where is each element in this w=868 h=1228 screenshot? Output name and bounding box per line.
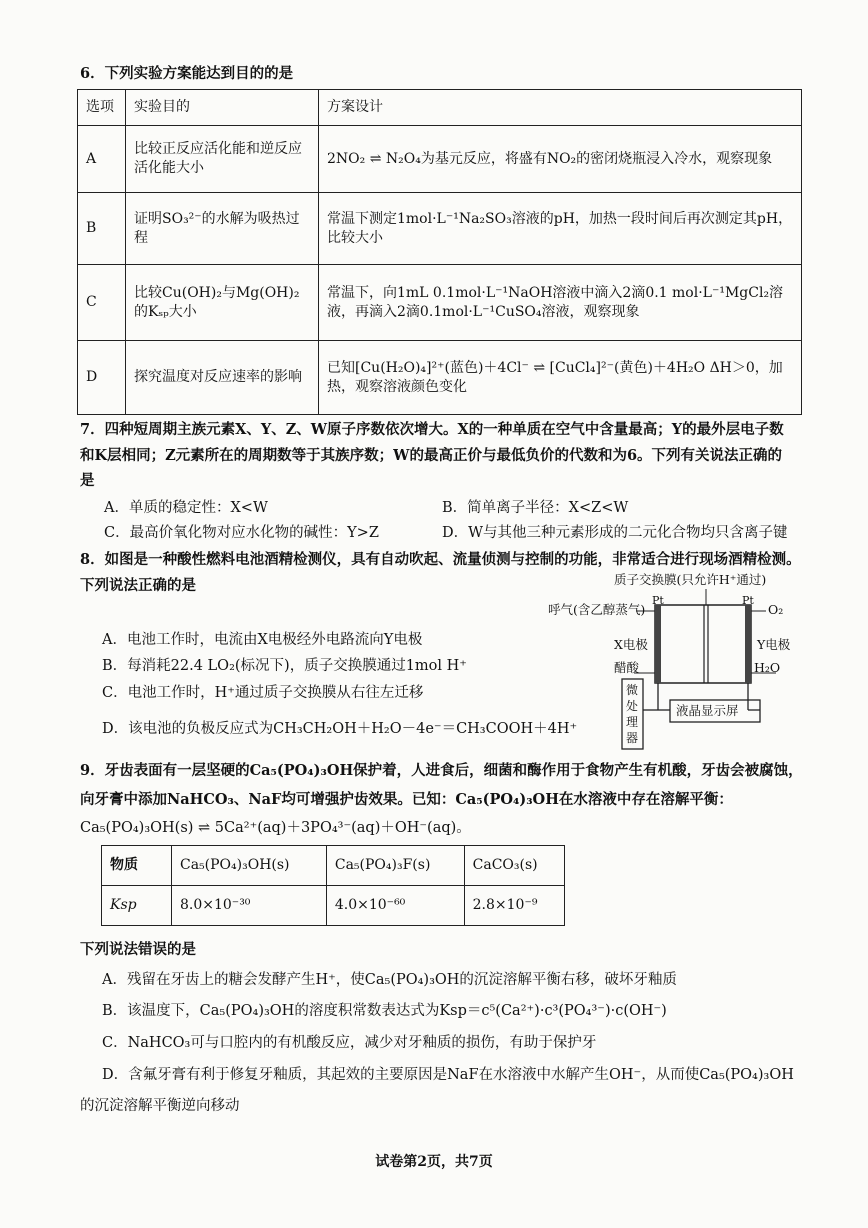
display-label: 液晶显示屏 [676,703,739,718]
q7-option-a: A．单质的稳定性：X<W [104,500,268,516]
row-design: 2NO₂ ⇌ N₂O₄为基元反应，将盛有NO₂的密闭烧瓶浸入冷水，观察现象 [319,126,802,193]
row-option: B [78,193,126,265]
q9-option-b: B．该温度下，Ca₅(PO₄)₃OH的溶度积常数表达式为Ksp＝c⁵(Ca²⁺)·c³(PO₄³⁻)·c(OH⁻) [102,1003,667,1019]
pt-right-label: Pt [742,594,754,607]
row-design: 常温下，向1mL 0.1mol·L⁻¹NaOH溶液中滴入2滴0.1 mol·L⁻¹MgCl₂溶液，再滴入2滴0.1mol·L⁻¹CuSO₄溶液，观察现象 [319,265,802,341]
ksp-calcium-carbonate: 2.8×10⁻⁹ [464,886,564,926]
header-purpose: 实验目的 [126,90,319,126]
row-design: 常温下测定1mol·L⁻¹Na₂SO₃溶液的pH，加热一段时间后再次测定其pH，比较大小 [319,193,802,265]
q9-option-c: C．NaHCO₃可与口腔内的有机酸反应，减少对牙釉质的损伤，有助于保护牙 [102,1035,597,1051]
row-design: 已知[Cu(H₂O)₄]²⁺(蓝色)＋4Cl⁻ ⇌ [CuCl₄]²⁻(黄色)＋4H₂O ΔH＞0，加热，观察溶液颜色变化 [319,341,802,415]
q7-stem-line3: 是 [80,472,95,489]
header-hydroxyapatite: Ca₅(PO₄)₃OH(s) [172,846,327,886]
q9-stem-line1: 9．牙齿表面有一层坚硬的Ca₅(PO₄)₃OH保护着，人进食后，细菌和酶作用于食物产生有机酸，牙齿会被腐蚀， [80,762,803,779]
row-purpose: 比较正反应活化能和逆反应活化能大小 [126,126,319,193]
q9-option-d-line2: 的沉淀溶解平衡逆向移动 [80,1098,240,1114]
q8-option-c: C．电池工作时，H⁺通过质子交换膜从右往左迁移 [102,685,424,701]
q6-stem: 6．下列实验方案能达到目的的是 [80,65,294,82]
header-design: 方案设计 [319,90,802,126]
q7-option-b: B．简单离子半径：X<Z<W [442,500,629,516]
table-row [78,193,802,265]
q8-option-a: A．电池工作时，电流由X电极经外电路流向Y电极 [102,632,423,648]
membrane-label: 质子交换膜(只允许H⁺通过) [614,572,767,587]
row-option: D [78,341,126,415]
q7-option-c: C．最高价氧化物对应水化物的碱性：Y>Z [104,525,379,541]
q8-stem-line1: 8．如图是一种酸性燃料电池酒精检测仪，具有自动吹起、流量侦测与控制的功能，非常适合进行现场酒精检测。 [80,551,801,568]
page-footer: 试卷第2页，共7页 [375,1154,493,1170]
q7-option-d: D．W与其他三种元素形成的二元化合物均只含离子键 [442,525,788,541]
q9-option-d-line1: D．含氟牙膏有利于修复牙釉质，其起效的主要原因是NaF在水溶液中水解产生OH⁻，从而使Ca₅(PO₄)₃OH [102,1067,794,1083]
table-header-row [78,90,802,126]
header-calcium-carbonate: CaCO₃(s) [464,846,564,886]
breath-label: 呼气(含乙醇蒸气) [548,602,646,617]
table-row [78,126,802,193]
row-purpose: 比较Cu(OH)₂与Mg(OH)₂的Kₛₚ大小 [126,265,319,341]
row-purpose: 证明SO₃²⁻的水解为吸热过程 [126,193,319,265]
o2-label: O₂ [768,602,784,617]
header-fluorapatite: Ca₅(PO₄)₃F(s) [326,846,464,886]
q7-stem-line2: 和K层相同；Z元素所在的周期数等于其族序数；W的最高正价与最低负价的代数和为6。下列有关说法正确的 [80,447,783,464]
x-electrode-label: X电极 [614,637,648,652]
table-header-row [102,846,565,886]
fuel-cell-drawing [548,572,848,752]
ksp-label: Ksp [102,886,172,926]
q9-ask: 下列说法错误的是 [80,941,196,958]
q7-stem-line1: 7．四种短周期主族元素X、Y、Z、W原子序数依次增大。X的一种单质在空气中含量最高；Y的最外层电子数 [80,421,784,438]
acetic-acid-label: 醋酸 [614,660,640,675]
row-purpose: 探究温度对反应速率的影响 [126,341,319,415]
water-label: H₂O [754,660,781,675]
q6-table [77,89,802,415]
ksp-hydroxyapatite: 8.0×10⁻³⁰ [172,886,327,926]
ksp-fluorapatite: 4.0×10⁻⁶⁰ [326,886,464,926]
y-electrode-label: Y电极 [757,637,791,652]
row-option: C [78,265,126,341]
q9-equilibrium: Ca₅(PO₄)₃OH(s) ⇌ 5Ca²⁺(aq)＋3PO₄³⁻(aq)＋OH⁻(aq)。 [80,820,471,836]
q9-stem-line2: 向牙膏中添加NaHCO₃、NaF均可增强护齿效果。已知：Ca₅(PO₄)₃OH在水溶液中存在溶解平衡： [80,791,733,808]
row-option: A [78,126,126,193]
processor-label: 微处理器 [626,683,639,745]
q8-option-d: D．该电池的负极反应式为CH₃CH₂OH＋H₂O－4e⁻＝CH₃COOH＋4H⁺ [102,721,578,737]
q8-stem-line2: 下列说法正确的是 [80,577,196,594]
q9-option-a: A．残留在牙齿上的糖会发酵产生H⁺，使Ca₅(PO₄)₃OH的沉淀溶解平衡右移，破坏牙釉质 [102,972,677,988]
table-row [78,265,802,341]
header-option: 选项 [78,90,126,126]
ksp-table [101,845,565,926]
table-row [78,341,802,415]
header-substance: 物质 [102,846,172,886]
q8-option-b: B．每消耗22.4 LO₂(标况下)，质子交换膜通过1mol H⁺ [102,658,467,674]
fuel-cell-diagram [548,572,848,752]
table-row [102,886,565,926]
pt-left-label: Pt [652,594,664,607]
